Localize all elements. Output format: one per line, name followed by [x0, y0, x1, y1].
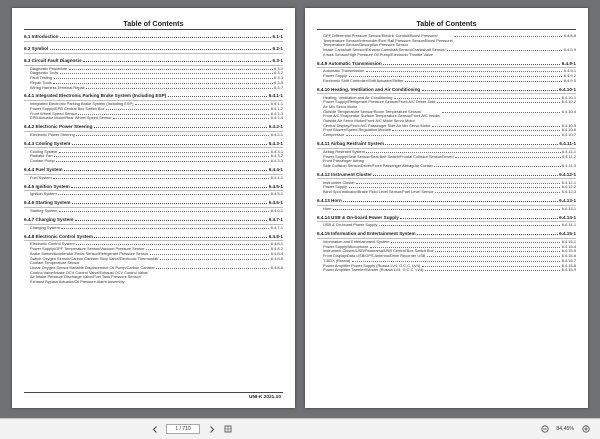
dot-leader [385, 144, 557, 145]
pdf-page-left [12, 8, 295, 408]
dot-leader [455, 157, 560, 158]
toc-entry-text: Power Supply/Seat Sensor/Seat Belt Switch/Frontal Collision Sensor/Driver/ Front Passenger Airbag [323, 153, 454, 164]
section-rule [24, 224, 283, 225]
dot-leader [60, 37, 271, 38]
toc-entry-text: Power Supply [323, 73, 348, 79]
toc-section-page: 6.4.7-1 [268, 216, 283, 222]
toc-entry-page: 6.4.15-7 [561, 257, 576, 263]
toc-entry-text: Linear Oxygen Sensor/Variable Displacement Oil Pump/Carbon Canister Control Valve/Intake OCV Control Valve/Exhaust OCV Control Valve/ Air Intake Pressure Discharge Valve/Fuel Tank Pressure Sensor/ Exhaust Bypass Actuator/Oil Pressure Alarm Assembly [30, 264, 155, 285]
toc-entry-page: 6.4.15-4 [561, 243, 576, 249]
toc-section-header[interactable] [24, 58, 283, 63]
toc-entry-page: 6.4.1-4 [270, 115, 283, 121]
dot-leader [379, 225, 560, 226]
toc-entries [323, 96, 576, 138]
toc-section-header[interactable] [24, 141, 283, 146]
toc-entry-text: USB & On-board Power Supply [323, 222, 378, 228]
toc-section-page: 6.4.15-1 [559, 231, 576, 237]
title-rule [24, 29, 283, 30]
pdf-page-right [305, 8, 588, 408]
toc-section-label: 6.4.6 Starting System [24, 200, 71, 206]
zoom-level[interactable]: 84,45% [556, 426, 574, 432]
toc-entry-text: Electronic Power Steering [30, 131, 75, 137]
toc-section-page: 6.4.5-1 [268, 183, 283, 189]
dot-leader [366, 152, 560, 153]
toc-entry-text: Ignition System [30, 191, 57, 197]
toc-section-page: 6.4.10-1 [559, 86, 576, 92]
toc-entry-text: Diagnostic Procedure [30, 65, 68, 71]
toc-section-page: 6.4.14-1 [559, 214, 576, 220]
toc-section-header[interactable] [317, 61, 576, 66]
toc-section-page: 6.4.12-1 [559, 171, 576, 177]
toc-entry-page: 6.4.9-3 [563, 77, 576, 83]
toc-entry-page: 6.4.10-7 [561, 132, 576, 138]
toc-entries [323, 181, 576, 195]
dot-leader [156, 268, 269, 269]
toc-section-label: 6.4.2 Electronic Power Steering [24, 124, 93, 130]
toc-entry[interactable] [323, 48, 576, 57]
toc-entry-page: 6.4.7-1 [270, 224, 283, 230]
dot-leader [346, 135, 561, 136]
toc-entry-text: Front Blower/Speed Regulation Module [323, 127, 391, 133]
dot-leader [352, 261, 560, 262]
dot-leader [54, 78, 273, 79]
toc-section-header[interactable] [24, 184, 283, 189]
toc-section-page: 6.4.13-1 [559, 197, 576, 203]
toc-section-label: 6.4.1 Integrated Electronic Parking Brake System (Including ESP) [24, 93, 167, 99]
toc-entry-text: Charging System [30, 224, 60, 230]
toc-section-header[interactable] [24, 167, 283, 172]
zoom-in-icon[interactable] [581, 425, 590, 434]
toc-section-label: 6.2 Symbol [24, 45, 49, 51]
toc-section-label: 6.4.10 Heating, Ventilation and Air Conditioning [317, 86, 421, 92]
toc-entry[interactable] [323, 110, 576, 124]
toc-entry-text: Power Amplifier Tweeter/Woofer (Russia LV4, G.C.C. LV4) [323, 267, 424, 273]
dot-leader [392, 130, 560, 131]
dot-leader [56, 161, 269, 162]
toc-section-label: 6.4.12 Instrument Cluster [317, 171, 372, 177]
dot-leader [432, 126, 560, 127]
toc-entry-text: Front Wheel Speed Sensor [30, 110, 77, 116]
toc-section-label: 6.4.15 Information and Entertainment System [317, 231, 416, 237]
toc-section-label: 6.4.5 Ignition System [24, 183, 70, 189]
dot-leader [427, 256, 560, 257]
toc-entry-page: 6.4.13-1 [561, 205, 576, 211]
dot-leader [75, 220, 267, 221]
dot-leader [60, 73, 273, 74]
toc-entry-page: 6.4.10-2 [561, 99, 576, 105]
toc-entry-text: Wiring Harness Terminal Repair [30, 84, 85, 90]
toc-entry-text: Blind Spot Indicator/Brake Fluid Level Sensor/Fuel Level Sensor [323, 189, 434, 195]
dot-leader [150, 254, 270, 255]
toc-section-page: 6.4.2-1 [268, 124, 283, 130]
toc-entry-text: GPF Differential Pressure Sensor/Electric Conduit/Boost Pressure/ Temperature Sensor/Intercooler/Fuel Rail Pressure Sensor/Boost Pressure/ Temperature Sensor/Desorption Pressure Sensor [323, 33, 453, 48]
chevron-left-icon[interactable] [150, 425, 159, 434]
toc-list [24, 34, 283, 288]
zoom-out-icon[interactable] [540, 425, 549, 434]
dot-leader [366, 71, 563, 72]
toc-entry-text: Central Display/Front A/C Passenger Side Air Mix Servo Motor [323, 122, 431, 128]
dot-leader [83, 61, 271, 62]
toc-section-header[interactable] [317, 231, 576, 236]
toc-entry-text: Outside Temperature Sensor/Room Temperature Sensor/ Front A/C Evaporator Surface Temperature Sensor/Front A/C Inside/ Outside Air Servo Motor/Front A/C Mode Servo Motor [323, 108, 441, 124]
toc-section-label: 6.4.14 USB & On-board Power Supply [317, 214, 399, 220]
dot-leader [69, 69, 273, 70]
section-rule [24, 190, 283, 191]
dot-leader [434, 166, 560, 167]
toc-section-page: 6.1-1 [272, 34, 283, 39]
toc-entry-page: 6.4.14-1 [561, 222, 576, 228]
toc-entries [323, 34, 576, 58]
toc-entry-text: Heating, Ventilation and Air Conditioning [323, 94, 393, 100]
dot-leader [59, 152, 270, 153]
toc-section-label: 6.4.7 Charging System [24, 216, 74, 222]
dot-leader [64, 170, 267, 171]
toc-entry-page: 6.4.12-2 [561, 184, 576, 190]
toc-entry-page: 6.4.1-3 [270, 110, 283, 116]
toc-entry-page: 6.3-1 [274, 65, 283, 71]
toc-entry-text: Compressor [323, 132, 345, 138]
toc-entry-page: 6.4.2-1 [270, 131, 283, 137]
toc-entry-page: 6.4.11-1 [562, 148, 576, 154]
title-rule [317, 29, 576, 30]
toc-entry-page: 6.4.8-4 [270, 250, 283, 256]
toc-entries [323, 150, 576, 169]
toc-entry-text: Power Supply/EPB Central Box Switch Box [30, 105, 105, 111]
section-rule [317, 205, 576, 206]
toc-entry-page: 6.3-5 [274, 79, 283, 85]
dot-leader [146, 249, 269, 250]
dot-leader [373, 175, 557, 176]
toc-entry-text: Radiator Fan [30, 153, 53, 159]
toc-entry-page: 6.4.12-1 [561, 179, 576, 185]
toc-section-page: 6.4.4-1 [268, 166, 283, 172]
dot-leader [86, 88, 272, 89]
toc-entry-page: 6.4.8-6 [270, 264, 283, 270]
dot-leader [422, 90, 558, 91]
toc-entry-text: Airbag Restraint System [323, 148, 365, 154]
toc-entries [323, 69, 576, 83]
toc-entry-text: Power Supply/Refrigerant Pressure Sensor/Front A/C Driver Side Air Mix Servo Motor [323, 99, 436, 109]
section-rule [24, 174, 283, 175]
toc-section-header[interactable] [24, 93, 283, 98]
toc-section-label: 6.4.3 Cooling System [24, 140, 71, 146]
dot-leader [160, 259, 270, 260]
dot-leader [135, 104, 270, 105]
toc-entry-text: Horn [323, 205, 332, 211]
toc-entry-text: Fuel System [30, 174, 52, 180]
toc-entry-text: Instrument Cluster [323, 179, 355, 185]
toc-entry-page: 6.3-2 [274, 70, 283, 76]
dot-leader [61, 228, 269, 229]
toc-entry-text: Integrated Electronic Parking Brake System (Including ESP) [30, 101, 134, 107]
toc-entry-text: Intake Camshaft Sensor/Exhaust Camshaft Sensor/Crankshaft Sensor/ Knock Sensor/High Pressure Oil Pump/Electronic Throttle Valve [323, 47, 446, 57]
toc-entry-page: 6.4.10-1 [561, 94, 576, 100]
toc-entry-text: Cooling System [30, 148, 58, 154]
toc-entry-text: Electronic Shift Controller/Shift Actuator/Shifter [323, 77, 404, 83]
toc-section-header[interactable] [317, 172, 576, 177]
dot-leader [106, 109, 269, 110]
toc-entry-page: 6.4.8-8 [563, 33, 576, 38]
toc-entry-page: 6.4.9-1 [563, 68, 576, 74]
toc-entry-text: T-BOX (Russia) [323, 257, 351, 263]
toc-section-label: 6.4.8 Electronic Control System [24, 233, 93, 239]
toc-entry-text: Switch Oxygen Sensor/Carbon Canister Stop Valve/Electronic Thermostat/ Coolant Temperature Sensor [30, 255, 159, 266]
toc-entries [30, 67, 283, 91]
fit-page-icon[interactable] [223, 425, 232, 434]
page-number-input[interactable] [166, 424, 200, 434]
toc-section-header[interactable] [24, 217, 283, 222]
toc-entry-page: 6.4.11-3 [562, 162, 576, 168]
dot-leader [422, 266, 561, 267]
toc-section-label: 6.4.4 Fuel System [24, 166, 63, 172]
dot-leader [333, 209, 560, 210]
dot-leader [437, 102, 560, 103]
dot-leader [425, 270, 560, 271]
toc-entry-page: 6.4.15-1 [561, 239, 576, 245]
section-rule [24, 41, 283, 42]
toc-entry-page: 6.4.10-4 [561, 108, 576, 114]
dot-leader [53, 83, 273, 84]
toc-section-label: 6.4.9 Automatic Transmission [317, 60, 382, 66]
dot-leader [435, 251, 560, 252]
toc-entry-text: Side Collision Sensor/Driver/Front Passenger Airbag/Air Curtain [323, 162, 433, 168]
toc-entries [323, 240, 576, 273]
toc-section-header[interactable] [24, 34, 283, 39]
toc-section-header[interactable] [317, 198, 576, 203]
toc-entry-text: EPB Actuator Motor/Rear Wheel Speed Sensor [30, 115, 112, 121]
toc-entry-text: Power Amplifier Power Supply (Russia LV4, G.C.C. LV4) [323, 262, 421, 268]
section-rule [24, 147, 283, 148]
toc-section-label: 6.4.13 Horn [317, 197, 342, 203]
toc-entries [30, 242, 283, 284]
toc-section-page: 6.4.9-1 [561, 60, 576, 66]
dot-leader [94, 127, 267, 128]
toc-entry[interactable] [323, 34, 576, 48]
toc-entry-page: 6.4.1-2 [270, 105, 283, 111]
page-footer: UNI-K 2021.10 [249, 395, 281, 400]
toc-entry-page: 6.4.9-2 [563, 73, 576, 79]
toc-entry-page: 6.4.3-2 [270, 153, 283, 159]
toc-entry-text: Instrument Cluster/USB/Panorama/USB Central Box Switch Box [323, 248, 434, 254]
toc-section-header[interactable] [24, 46, 283, 51]
chevron-right-icon[interactable] [207, 425, 216, 434]
dot-leader [454, 36, 562, 37]
toc-entry-page: 6.3-3 [274, 75, 283, 81]
toc-section-page: 6.4.1-1 [268, 93, 283, 99]
section-rule [24, 53, 283, 54]
toc-section-page: 6.4.8-1 [268, 233, 283, 239]
toc-entry-text: Front Display/Data USB/GPS Antenna/Drive Recorder USB [323, 253, 426, 259]
toc-entry-page: 6.4.8-1 [270, 241, 283, 247]
toc-entry-page: 6.4.11-2 [562, 153, 576, 159]
toc-entry-text: Starting System [30, 208, 58, 214]
dot-leader [391, 242, 560, 243]
toc-section-header[interactable] [24, 234, 283, 239]
toc-section-header[interactable] [317, 141, 576, 146]
toc-entry-text: Diagnostic Tools [30, 70, 59, 76]
toc-section-label: 6.4.11 Airbag Restraint System [317, 141, 384, 147]
toc-entry-text: Information and Entertainment System [323, 239, 390, 245]
toc-entry-page: 6.4.1-1 [270, 101, 283, 107]
toc-section-header[interactable] [24, 200, 283, 205]
toc-list [317, 34, 576, 276]
toc-entry-page: 6.4.15-9 [561, 267, 576, 273]
toc-section-page: 6.3-1 [272, 57, 283, 63]
toc-entry-text: Fault Testing [30, 75, 52, 81]
toc-entry-text: Coolant Pump [30, 158, 55, 164]
toc-entry-page: 6.4.8-2 [270, 246, 283, 252]
dot-leader [113, 118, 269, 119]
dot-leader [53, 178, 269, 179]
dot-leader [442, 112, 560, 113]
toc-entry-page: 6.4.3-1 [270, 148, 283, 154]
page-title: Table of Contents [416, 19, 477, 28]
toc-entry-page: 6.3-7 [274, 84, 283, 90]
toc-section-page: 6.4.3-1 [268, 140, 283, 146]
dot-leader [72, 144, 267, 145]
toc-entries [30, 150, 283, 164]
dot-leader [400, 218, 557, 219]
toc-entry-text: Power Supply [323, 184, 348, 190]
toc-entry-text: Electronic Control System [30, 241, 75, 247]
toc-section-page: 6.2-1 [272, 45, 283, 51]
dot-leader [383, 64, 560, 65]
toc-entries [30, 102, 283, 121]
toc-entry-page: 6.4.12-3 [561, 189, 576, 195]
toc-section-header[interactable] [317, 215, 576, 220]
toc-section-page: 6.4.6-1 [268, 200, 283, 206]
dot-leader [435, 192, 560, 193]
toc-entry-page: 6.4.15-6 [561, 253, 576, 259]
toc-entry-page: 6.4.10-6 [561, 127, 576, 133]
section-rule [317, 178, 576, 179]
dot-leader [168, 96, 267, 97]
toc-entry-page: 6.4.15-8 [561, 262, 576, 268]
section-rule [24, 207, 283, 208]
dot-leader [72, 203, 267, 204]
dot-leader [447, 50, 562, 51]
toc-section-page: 6.4.11-1 [559, 141, 576, 147]
toc-entry-text: Power Supply/GPF Temperature Sensor/Vacuum Pressure Sensor [30, 246, 145, 252]
dot-leader [58, 194, 269, 195]
footer-rule [24, 392, 283, 393]
dot-leader [343, 201, 557, 202]
toc-entry-text: Power Supply/Microphone [323, 243, 369, 249]
toc-entry-page: 6.4.5-1 [270, 191, 283, 197]
dot-leader [94, 237, 267, 238]
viewer-toolbar [0, 418, 600, 439]
toc-entry-text: Brake Switch/Accelerator Pedal Sensor/Refrigerant Pressure Sensor [30, 250, 149, 256]
toc-section-label: 6.1 Introduction [24, 34, 59, 39]
toc-entry-text: Repair Tools [30, 79, 52, 85]
toc-entry-page: 6.4.8-9 [563, 47, 576, 53]
toc-section-header[interactable] [317, 87, 576, 92]
dot-leader [405, 81, 562, 82]
dot-leader [417, 234, 558, 235]
toc-entry-page: 6.4.10-5 [561, 122, 576, 128]
toc-entry-page: 6.4.4-1 [270, 174, 283, 180]
dot-leader [59, 211, 269, 212]
dot-leader [50, 49, 271, 50]
toc-section-label: 6.3 Circuit Fault Diagnosis [24, 57, 82, 63]
toc-entry-page: 6.4.6-1 [270, 208, 283, 214]
toc-section-header[interactable] [24, 124, 283, 129]
page-title: Table of Contents [123, 19, 184, 28]
dot-leader [71, 187, 267, 188]
toc-entry-page: 6.4.8-5 [270, 255, 283, 261]
toc-entry-page: 6.4.15-5 [561, 248, 576, 254]
toc-entry[interactable] [30, 266, 283, 285]
page-indicator: 1 / 710 [175, 426, 191, 432]
toc-entry-text: Automatic Transmission [323, 68, 365, 74]
toc-entry-page: 6.4.3-3 [270, 158, 283, 164]
dot-leader [76, 135, 269, 136]
dot-leader [54, 156, 269, 157]
dot-leader [356, 183, 560, 184]
